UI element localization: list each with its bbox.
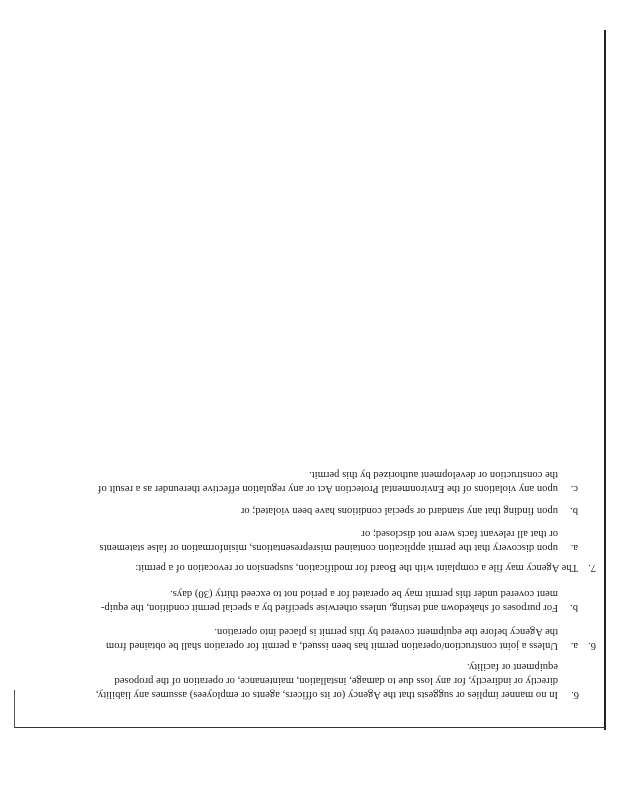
- item-letter: a.: [570, 640, 578, 651]
- text-line: upon finding that any standard or special conditions have been violated; or: [240, 505, 558, 516]
- item-number: 6.: [588, 640, 596, 651]
- text-line: or that all relevant facts were not disclosed; or: [361, 528, 558, 539]
- item-number: 6.: [571, 689, 579, 700]
- text-line: the Agency before the equipment covered by this permit is placed into operation.: [214, 626, 558, 637]
- item-letter: b.: [570, 505, 578, 516]
- item-number: 7.: [588, 562, 596, 573]
- item-letter: a.: [570, 542, 578, 553]
- text-line: In no manner implies or suggests that the Agency (or its officers, agents or employees) assumes any liability,: [95, 689, 558, 700]
- text-line: The Agency may file a complaint with the Board for modification, suspension or revocation of a permit:: [135, 562, 578, 573]
- text-line: ment covered under this permit may be operated for a period not to exceed thirty (30) days.: [170, 588, 558, 599]
- text-line: upon any violations of the Environmental Protection Act or any regulation effective thereunder as a result of: [97, 483, 558, 494]
- item-letter: c.: [570, 483, 578, 494]
- text-line: Unless a joint construction/operation permit has been issued, a permit for operation shall be obtained from: [105, 640, 558, 651]
- text-line: equipment or facility.: [466, 661, 558, 672]
- text-line: directly or indirectly, for any loss due to damage, installation, maintenance, or operation of the proposed: [114, 675, 558, 686]
- text-line: upon discovery that the permit application contained misrepresentations, misinformation or false statements: [99, 542, 558, 553]
- text-line: the construction or development authorized by this permit.: [308, 469, 558, 480]
- text-line: For purposes of shakedown and testing, unless otherwise specified by a special permit condition, the equip-: [100, 602, 558, 613]
- item-letter: b.: [570, 602, 578, 613]
